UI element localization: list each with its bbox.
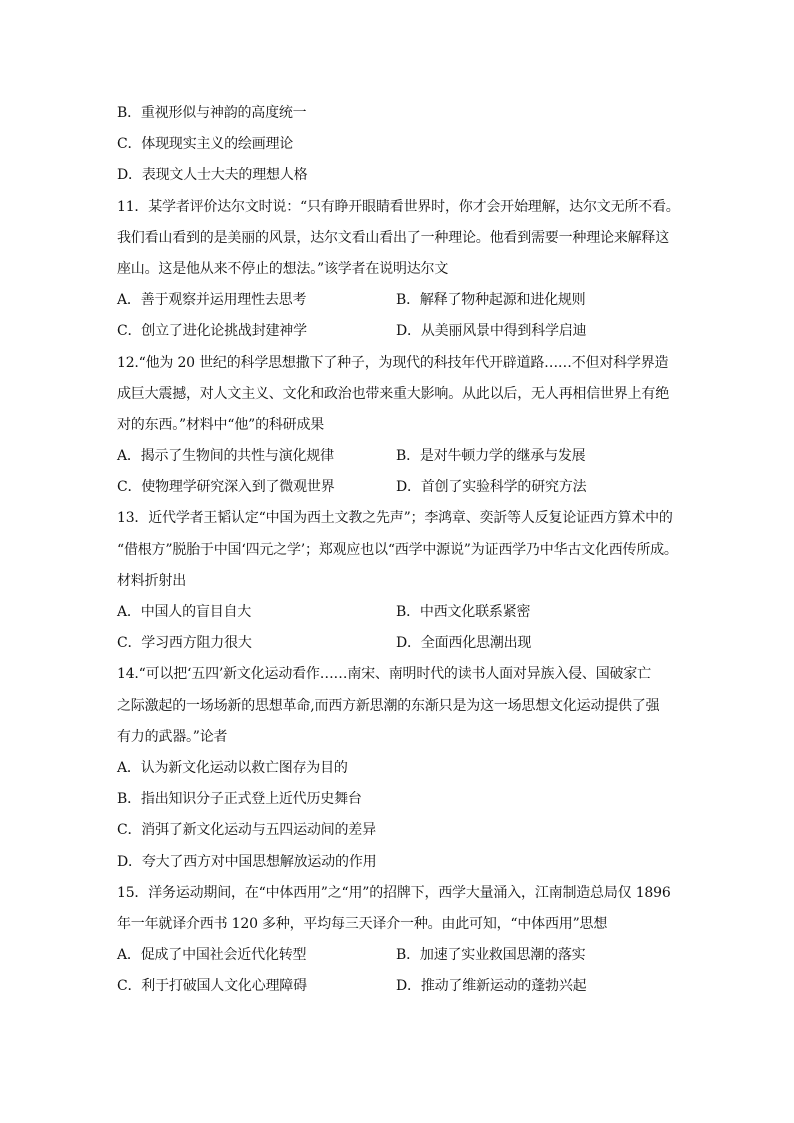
q15-option-c: C．利于打破国人文化心理障碍 — [117, 978, 307, 995]
question-11 — [117, 192, 687, 348]
q12-option-b: B．是对牛顿力学的继承与发展 — [396, 448, 586, 465]
question-13 — [117, 503, 687, 659]
q14-stem-line-1: 14.“可以把‘五四’新文化运动看作……南宋、南明时代的读书人面对异族入侵、国破家亡 — [117, 666, 651, 683]
q12-options-row-2 — [117, 472, 687, 503]
q11-option-d: D．从美丽风景中得到科学启迪 — [396, 323, 587, 340]
page-content — [117, 98, 687, 1002]
q13-stem-line-2: “借根方”脱胎于中国‘四元之学’；郑观应也以“西学中源说”为证西学乃中华古文化西传所成。 — [117, 541, 678, 558]
question-14 — [117, 659, 687, 877]
q15-option-b: B．加速了实业救国思潮的落实 — [396, 947, 586, 964]
q14-stem-line-2: 之际激起的一场场新的思想革命,而西方新思潮的东渐只是为这一场思想文化运动提供了强 — [117, 697, 660, 714]
q11-stem-line-3: 座山。这是他从来不停止的想法。”该学者在说明达尔文 — [117, 260, 449, 277]
q11-option-c: C．创立了进化论挑战封建神学 — [117, 323, 307, 340]
q13-option-a: A．中国人的盲目自大 — [117, 604, 252, 620]
q13-option-b: B．中西文化联系紧密 — [396, 604, 531, 620]
q12-option-c: C．使物理学研究深入到了微观世界 — [117, 479, 335, 496]
prev-option-b: B．重视形似与神韵的高度统一 — [117, 105, 307, 121]
q14-option-c: C．消弭了新文化运动与五四运动间的差异 — [117, 822, 376, 839]
q15-options-row-2 — [117, 971, 687, 1002]
q12-option-d: D．首创了实验科学的研究方法 — [396, 479, 587, 496]
q12-stem-line-3: 对的东西。”材料中“他”的科研成果 — [117, 416, 325, 433]
q15-option-d: D．推动了维新运动的蓬勃兴起 — [396, 978, 587, 995]
q11-option-b: B．解释了物种起源和进化规则 — [396, 292, 586, 309]
q11-stem-line-1: 11．某学者评价达尔文时说：“只有睁开眼睛看世界时，你才会开始理解，达尔文无所不看。 — [117, 198, 680, 215]
q15-stem-line-2: 年一年就译介西书 120 多种，平均每三天译介一种。由此可知，“中体西用”思想 — [117, 915, 608, 932]
question-15 — [117, 878, 687, 1003]
q11-options-row-1 — [117, 285, 687, 316]
prev-option-d: D．表现文人士大夫的理想人格 — [117, 167, 308, 184]
q14-option-d: D．夸大了西方对中国思想解放运动的作用 — [117, 853, 377, 870]
q12-stem-line-2: 成巨大震撼，对人文主义、文化和政治也带来重大影响。从此以后，无人再相信世界上有绝 — [117, 385, 669, 402]
q12-option-a: A．揭示了生物间的共性与演化规律 — [117, 448, 334, 465]
prev-option-c: C．体现现实主义的绘画理论 — [117, 136, 294, 153]
q11-options-row-2 — [117, 316, 687, 347]
q15-options-row-1 — [117, 940, 687, 971]
q11-stem-line-2: 我们看山看到的是美丽的风景，达尔文看山看出了一种理论。他看到需要一种理论来解释这 — [117, 229, 669, 246]
q14-stem-line-3: 有力的武器。”论者 — [117, 728, 228, 745]
q14-option-b: B．指出知识分子正式登上近代历史舞台 — [117, 791, 362, 808]
q12-stem-line-1: 12.“他为 20 世纪的科学思想撒下了种子，为现代的科技年代开辟道路……不但对科学界造 — [117, 354, 669, 371]
q14-option-a: A．认为新文化运动以救亡图存为目的 — [117, 759, 348, 776]
question-12 — [117, 348, 687, 504]
q12-options-row-1 — [117, 441, 687, 472]
q13-options-row-2 — [117, 628, 687, 659]
q13-option-d: D．全面西化思潮出现 — [396, 635, 532, 652]
q13-option-c: C．学习西方阻力很大 — [117, 635, 252, 652]
q13-stem-line-3: 材料折射出 — [117, 572, 186, 589]
q15-option-a: A．促成了中国社会近代化转型 — [117, 947, 307, 964]
q15-stem-line-1: 15．洋务运动期间，在“中体西用”之“用”的招牌下，西学大量涌入，江南制造总局仅 1896 — [117, 884, 671, 901]
q13-stem-line-1: 13．近代学者王韬认定“中国为西土文教之先声”；李鸿章、奕訢等人反复论证西方算术中的 — [117, 510, 673, 527]
q13-options-row-1 — [117, 597, 687, 628]
q11-option-a: A．善于观察并运用理性去思考 — [117, 292, 307, 309]
